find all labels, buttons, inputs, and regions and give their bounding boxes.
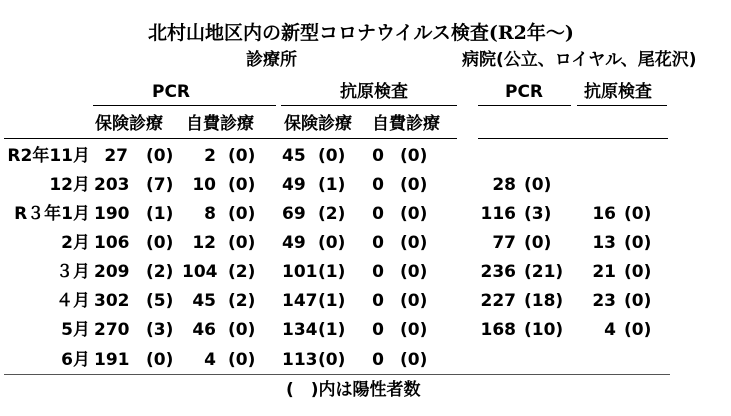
cell-h-ag-p: (0): [624, 204, 652, 224]
cell-h-pcr-p: (21): [524, 262, 564, 282]
cell-c-ag-ins-p: (1): [318, 320, 346, 340]
cell-c-ag-self: 0: [372, 262, 384, 282]
cell-c-ag-self: 0: [372, 146, 384, 166]
cell-c-pcr-self: 8: [204, 204, 216, 224]
cell-c-ag-self: 0: [372, 350, 384, 370]
cell-c-ag-ins: 49: [282, 175, 306, 195]
row-month-label: R2年11月: [7, 146, 90, 166]
cell-c-ag-ins: 101: [282, 262, 318, 282]
cell-h-ag: 4: [604, 320, 616, 340]
cell-h-pcr: 168: [480, 320, 516, 340]
clinic-pcr-rule: [93, 105, 276, 106]
hospital-pcr-header: PCR: [505, 82, 544, 102]
cell-h-pcr-p: (18): [524, 291, 564, 311]
cell-c-pcr-ins-p: (0): [146, 146, 174, 166]
cell-c-pcr-self: 4: [204, 350, 216, 370]
cell-c-pcr-self-p: (2): [228, 291, 256, 311]
cell-c-ag-ins-p: (0): [318, 350, 346, 370]
cell-c-ag-ins-p: (2): [318, 204, 346, 224]
cell-c-ag-ins-p: (0): [318, 146, 346, 166]
cell-h-ag: 21: [592, 262, 616, 282]
hospital-antigen-rule: [577, 105, 667, 106]
row-month-label: 2月: [61, 233, 90, 253]
cell-h-pcr: 77: [492, 233, 516, 253]
cell-c-pcr-ins: 203: [94, 175, 130, 195]
col-clinic-antigen-insurance: 保険診療: [284, 114, 352, 134]
header-rule-clinic: [4, 138, 457, 139]
cell-h-pcr-p: (10): [524, 320, 564, 340]
cell-c-pcr-self: 12: [192, 233, 216, 253]
cell-c-pcr-ins: 270: [94, 320, 130, 340]
clinic-pcr-header: PCR: [152, 82, 191, 102]
row-month-label: R３年1月: [14, 204, 90, 224]
cell-c-pcr-self-p: (0): [228, 146, 256, 166]
cell-h-ag-p: (0): [624, 262, 652, 282]
page-title: 北村山地区内の新型コロナウイルス検査(R2年～): [148, 22, 574, 44]
cell-c-ag-self: 0: [372, 320, 384, 340]
col-clinic-antigen-self: 自費診療: [372, 114, 440, 134]
row-month-label: ４月: [56, 291, 90, 311]
cell-c-ag-self-p: (0): [400, 350, 428, 370]
cell-c-pcr-ins: 209: [94, 262, 130, 282]
cell-c-pcr-ins: 106: [94, 233, 130, 253]
cell-c-ag-self-p: (0): [400, 262, 428, 282]
cell-h-ag: 13: [592, 233, 616, 253]
cell-c-pcr-ins-p: (0): [146, 233, 174, 253]
col-clinic-pcr-insurance: 保険診療: [95, 114, 163, 134]
cell-c-ag-ins-p: (1): [318, 291, 346, 311]
cell-c-pcr-self-p: (2): [228, 262, 256, 282]
cell-c-pcr-self: 2: [204, 146, 216, 166]
cell-c-pcr-ins-p: (2): [146, 262, 174, 282]
row-month-label: 6月: [61, 350, 90, 370]
cell-h-pcr: 116: [480, 204, 516, 224]
hospital-antigen-header: 抗原検査: [584, 82, 652, 102]
cell-h-pcr-p: (0): [524, 233, 552, 253]
row-month-label: 12月: [49, 175, 90, 195]
cell-c-pcr-self: 10: [192, 175, 216, 195]
group-hospital-label: 病院(公立、ロイヤル、尾花沢): [462, 50, 697, 70]
cell-c-pcr-self-p: (0): [228, 350, 256, 370]
cell-h-ag-p: (0): [624, 291, 652, 311]
cell-h-ag: 16: [592, 204, 616, 224]
cell-c-ag-self-p: (0): [400, 204, 428, 224]
cell-c-pcr-self-p: (0): [228, 320, 256, 340]
cell-c-pcr-ins: 302: [94, 291, 130, 311]
cell-c-pcr-ins-p: (7): [146, 175, 174, 195]
cell-c-pcr-ins-p: (5): [146, 291, 174, 311]
cell-c-ag-ins-p: (1): [318, 262, 346, 282]
cell-h-pcr: 227: [480, 291, 516, 311]
cell-c-ag-self-p: (0): [400, 233, 428, 253]
col-clinic-pcr-self: 自費診療: [186, 114, 254, 134]
cell-c-pcr-self-p: (0): [228, 175, 256, 195]
cell-c-ag-ins: 134: [282, 320, 318, 340]
cell-h-pcr-p: (0): [524, 175, 552, 195]
cell-h-ag: 23: [592, 291, 616, 311]
cell-c-pcr-ins: 27: [104, 146, 128, 166]
cell-c-ag-self: 0: [372, 233, 384, 253]
cell-c-ag-ins: 113: [282, 350, 318, 370]
cell-c-ag-self-p: (0): [400, 175, 428, 195]
clinic-antigen-header: 抗原検査: [340, 82, 408, 102]
cell-c-pcr-ins-p: (3): [146, 320, 174, 340]
cell-c-pcr-ins-p: (0): [146, 350, 174, 370]
cell-c-ag-ins-p: (0): [318, 233, 346, 253]
row-month-label: 5月: [61, 320, 90, 340]
cell-c-ag-self: 0: [372, 204, 384, 224]
cell-c-ag-self-p: (0): [400, 291, 428, 311]
cell-c-pcr-self-p: (0): [228, 204, 256, 224]
cell-c-ag-ins: 69: [282, 204, 306, 224]
cell-c-ag-self: 0: [372, 291, 384, 311]
bottom-rule: [4, 374, 670, 375]
cell-c-ag-self-p: (0): [400, 146, 428, 166]
row-month-label: ３月: [56, 262, 90, 282]
cell-c-pcr-self-p: (0): [228, 233, 256, 253]
hospital-pcr-rule: [478, 105, 571, 106]
cell-c-pcr-self: 45: [192, 291, 216, 311]
cell-c-pcr-self: 104: [182, 262, 218, 282]
cell-c-pcr-ins-p: (1): [146, 204, 174, 224]
cell-c-pcr-self: 46: [192, 320, 216, 340]
cell-h-ag-p: (0): [624, 233, 652, 253]
cell-c-pcr-ins: 191: [94, 350, 130, 370]
cell-c-ag-ins: 49: [282, 233, 306, 253]
footnote: ( )内は陽性者数: [286, 380, 421, 400]
cell-h-ag-p: (0): [624, 320, 652, 340]
cell-c-ag-self: 0: [372, 175, 384, 195]
header-rule-hospital: [478, 138, 668, 139]
cell-c-pcr-ins: 190: [94, 204, 130, 224]
cell-c-ag-self-p: (0): [400, 320, 428, 340]
cell-c-ag-ins: 147: [282, 291, 318, 311]
clinic-antigen-rule: [281, 105, 457, 106]
cell-h-pcr: 28: [492, 175, 516, 195]
group-clinic-label: 診療所: [246, 50, 297, 70]
cell-h-pcr: 236: [480, 262, 516, 282]
cell-h-pcr-p: (3): [524, 204, 552, 224]
cell-c-ag-ins: 45: [282, 146, 306, 166]
cell-c-ag-ins-p: (1): [318, 175, 346, 195]
